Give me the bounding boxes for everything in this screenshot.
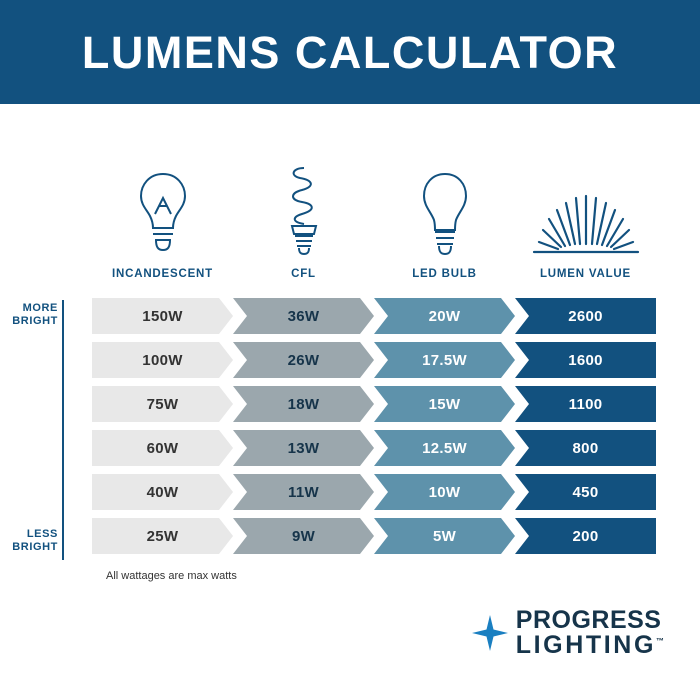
column-led [374, 150, 515, 280]
cell-lumens [515, 430, 656, 466]
column-cfl [233, 150, 374, 280]
value-lumens: 450 [572, 483, 599, 501]
axis-less-line2: BRIGHT [12, 541, 58, 553]
value-cfl: 26W [287, 351, 320, 369]
value-led: 10W [428, 483, 461, 501]
value-incandescent: 150W [142, 307, 183, 325]
column-label-lumen-value: LUMEN VALUE [539, 268, 631, 280]
cell-led [374, 342, 515, 378]
axis-less-line1: LESS [26, 528, 58, 540]
cell-lumens [515, 342, 656, 378]
value-cfl: 18W [287, 395, 320, 413]
cell-led [374, 386, 515, 422]
cell-led [374, 430, 515, 466]
cell-lumens [515, 298, 656, 334]
value-incandescent: 60W [146, 439, 179, 457]
trademark-symbol: ™ [656, 636, 664, 646]
cell-lumens [515, 518, 656, 554]
star-icon [472, 615, 508, 656]
comparison-table [92, 298, 656, 562]
value-cfl: 36W [287, 307, 320, 325]
page-title: LUMENS CALCULATOR [81, 26, 619, 78]
axis-label-more-bright [0, 302, 58, 328]
table-row [92, 298, 656, 334]
value-lumens: 1100 [568, 395, 603, 413]
column-lumen-value [515, 150, 656, 280]
cell-incandescent [92, 386, 233, 422]
column-incandescent [92, 150, 233, 280]
brand-logo [472, 608, 664, 658]
table-row [92, 386, 656, 422]
value-incandescent: 75W [146, 395, 179, 413]
column-label-incandescent: INCANDESCENT [112, 268, 213, 280]
value-lumens: 800 [572, 439, 599, 457]
sun-rays-icon [530, 160, 642, 256]
cell-cfl [233, 430, 374, 466]
cell-led [374, 474, 515, 510]
led-bulb-icon [417, 160, 473, 256]
value-led: 17.5W [422, 351, 467, 369]
cell-lumens [515, 386, 656, 422]
value-incandescent: 25W [146, 527, 179, 545]
cell-led [374, 518, 515, 554]
value-lumens: 2600 [568, 307, 603, 325]
value-cfl: 13W [287, 439, 320, 457]
cell-incandescent [92, 430, 233, 466]
brand-line-lighting: LIGHTING™ [515, 631, 664, 659]
brand-line-progress: PROGRESS [515, 606, 662, 634]
cell-incandescent [92, 518, 233, 554]
column-label-cfl: CFL [291, 268, 316, 280]
value-lumens: 1600 [568, 351, 603, 369]
cell-cfl [233, 518, 374, 554]
axis-more-line1: MORE [22, 302, 58, 314]
cell-led [374, 298, 515, 334]
table-row [92, 518, 656, 554]
value-led: 15W [428, 395, 461, 413]
value-led: 20W [428, 307, 461, 325]
table-row [92, 342, 656, 378]
cell-incandescent [92, 298, 233, 334]
column-headers [92, 150, 656, 280]
cell-cfl [233, 474, 374, 510]
value-incandescent: 40W [146, 483, 179, 501]
value-cfl: 11W [288, 483, 319, 501]
axis-more-line2: BRIGHT [12, 315, 58, 327]
brand-wordmark [516, 608, 664, 658]
value-cfl: 9W [291, 527, 316, 545]
cell-lumens [515, 474, 656, 510]
value-lumens: 200 [572, 527, 599, 545]
incandescent-bulb-icon [133, 160, 193, 256]
cell-cfl [233, 342, 374, 378]
cell-incandescent [92, 474, 233, 510]
cfl-bulb-icon [278, 160, 330, 256]
table-row [92, 474, 656, 510]
footnote-text: All wattages are max watts [106, 570, 237, 582]
value-led: 5W [432, 527, 457, 545]
cell-cfl [233, 386, 374, 422]
value-led: 12.5W [422, 439, 467, 457]
value-incandescent: 100W [142, 351, 183, 369]
column-label-led: LED BULB [412, 268, 477, 280]
cell-incandescent [92, 342, 233, 378]
header-bar [0, 0, 700, 104]
cell-cfl [233, 298, 374, 334]
table-row [92, 430, 656, 466]
brightness-axis-line [62, 300, 64, 560]
axis-label-less-bright [0, 528, 58, 554]
